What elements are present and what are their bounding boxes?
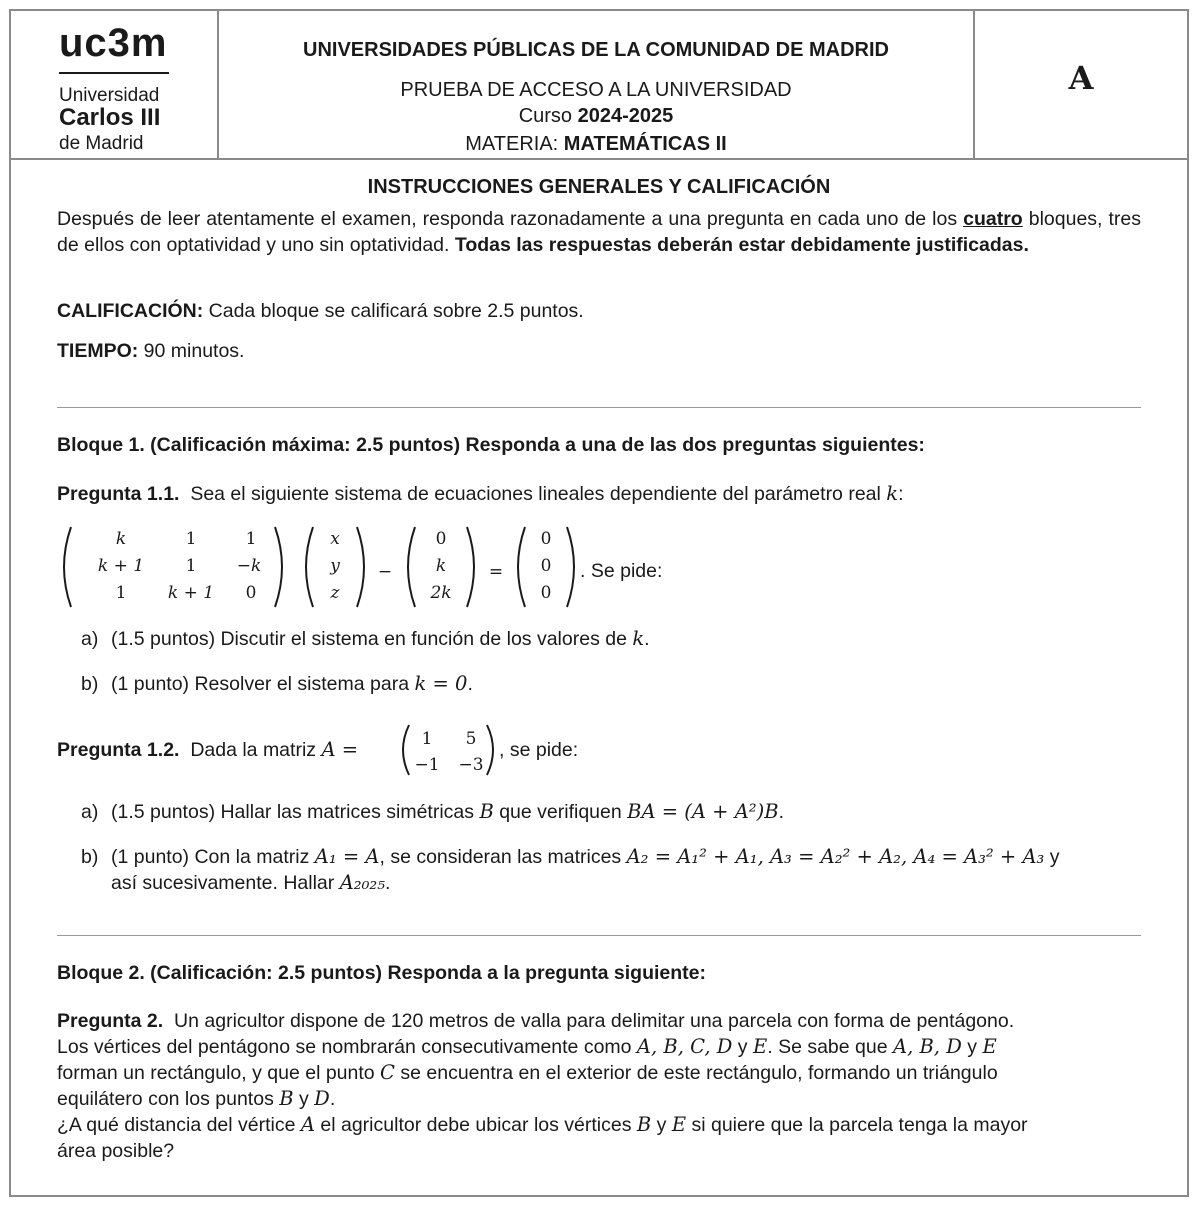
q2-math: A, B, C, D [636,1035,733,1058]
matrix-a-symbol: A = [321,738,359,761]
vector-right-paren [567,527,574,607]
subject [219,133,973,156]
period: . [644,628,650,650]
course-label: Curso [518,105,573,127]
q2-text: el agricultor debe ubicar los vértices [314,1114,637,1136]
university-logo [11,11,219,160]
logo-line1: Universidad [59,85,160,106]
section-divider-2 [57,935,1141,936]
exam-variant-cell [975,11,1187,160]
period: . [385,872,391,894]
logo-rule [59,72,169,74]
vector-cell: 0 [540,583,552,603]
question-2-line4 [57,1086,335,1112]
question-2-line1 [57,1008,1141,1034]
block2-title: Bloque 2. (Calificación: 2.5 puntos) Responda a la pregunta siguiente: [57,962,707,984]
minus-sign: − [377,562,393,582]
question-1-1-text: Sea el siguiente sistema de ecuaciones lineales dependiente del parámetro real [190,483,887,505]
q2-text: . [329,1088,336,1110]
grading-line [57,298,584,324]
matrix-left-paren [403,725,409,775]
question-2-text-1: Un agricultor dispone de 120 metros de valla para delimitar una parcela con forma de pentágono. [174,1010,1015,1032]
time-text: 90 minutos. [138,340,245,362]
instructions-text-c: bloques, tres de ellos con optatividad y uno sin optatividad. [57,208,1141,256]
subject-name: MATEMÁTICAS II [563,133,727,155]
question-2-line2 [57,1034,1141,1060]
matrix-cell: 1 [185,556,197,576]
question-1-2-text: Dada la matriz [190,739,322,761]
vector-cell: k [435,556,447,576]
math-k-equals-0: k = 0 [414,672,468,695]
time-label: TIEMPO: [57,340,139,362]
instructions-text-a: Después de leer atentamente el examen, responda razonadamente a una pregunta en cada uno de los [57,208,964,230]
question-1-1-b-label: b) [81,673,99,695]
exam-variant: A [1068,59,1094,97]
question-1-1-label: Pregunta 1.1. [57,483,180,505]
vector-cell: 0 [540,556,552,576]
q2-text: si quiere que la parcela tenga la mayor [686,1114,1028,1136]
q2-text: y [732,1036,753,1058]
instructions-paragraph [57,206,1141,258]
equals-sign: = [488,562,504,582]
period: . [467,673,473,695]
period: . [778,801,784,823]
instructions-title: INSTRUCCIONES GENERALES Y CALIFICACIÓN [367,176,831,198]
question-1-1-b [111,671,473,697]
question-1-2-b-mid: , se consideran las matrices [379,846,627,868]
matrix-sequence: A₂ = A₁² + A₁, A₃ = A₂² + A₂, A₄ = A₃² + A₃ [626,845,1045,868]
instructions-text-bold: Todas las respuestas deberán estar debidamente justificadas. [454,234,1029,256]
q2-math: A [300,1113,315,1136]
q2-text: se encuentra en el exterior de este rectángulo, formando un triángulo [394,1062,998,1084]
question-1-2-a-mid: que verifiquen [493,801,628,823]
matrix-cell: −3 [458,755,484,775]
question-1-1-a [111,626,650,652]
block1-title: Bloque 1. (Calificación máxima: 2.5 puntos) Responda a una de las dos preguntas siguientes: [57,434,925,456]
q2-text: y [961,1036,983,1058]
course-years: 2024-2025 [577,105,674,127]
question-1-2-se-pide: , se pide: [499,739,579,761]
se-pide-text: . Se pide: [580,560,663,582]
exam-header [11,11,1187,160]
question-1-2-a [111,799,784,825]
q2-math: E [982,1035,997,1058]
question-1-2-statement [57,737,358,763]
question-1-1-b-text: (1 punto) Resolver el sistema para [111,673,415,695]
vector-cell: 2k [430,583,452,603]
q2-text: y [651,1114,672,1136]
logo-mark: uc3m [59,21,168,65]
question-1-1-statement [57,481,904,507]
question-1-2-b-line2-text: así sucesivamente. Hallar [111,872,340,894]
vector-cell: x [330,529,340,549]
matrix-cell: k [115,529,127,549]
question-2-line6: área posible? [57,1140,175,1162]
vector-cell: y [330,556,340,576]
matrix-cell: k + 1 [97,556,145,576]
exam-name: PRUEBA DE ACCESO A LA UNIVERSIDAD [400,79,792,101]
question-1-2-b-line2 [111,870,390,896]
matrix-right-paren [487,725,493,775]
exam-sheet [9,9,1189,1197]
vector-left-paren [518,527,525,607]
grading-text: Cada bloque se calificará sobre 2.5 puntos. [203,300,584,322]
matrix-cell: −k [236,556,262,576]
matrix-cell: 1 [421,729,433,749]
question-2-line5 [57,1112,1141,1138]
university-heading: UNIVERSIDADES PÚBLICAS DE LA COMUNIDAD DE MADRID [303,39,889,61]
matrix-cell: k + 1 [167,583,215,603]
matrix-equation: BA = (A + A²)B [627,800,779,823]
q2-text: Los vértices del pentágono se nombrarán consecutivamente como [57,1036,637,1058]
question-1-1-a-text: (1.5 puntos) Discutir el sistema en función de los valores de [111,628,633,650]
matrix-left-paren [64,527,71,607]
math-k: k [632,627,645,650]
question-1-2-a-text: (1.5 puntos) Hallar las matrices simétricas [111,801,480,823]
subject-label: MATERIA: [465,133,559,155]
q2-text: equilátero con los puntos [57,1088,280,1110]
grading-label: CALIFICACIÓN: [57,300,204,322]
matrix-cell: −1 [414,755,440,775]
vector-left-paren [408,527,415,607]
vector-cell: 0 [435,529,447,549]
logo-line2: Carlos III [59,104,161,131]
matrix-right-paren [275,527,282,607]
vector-cell: 0 [540,529,552,549]
logo-line3: de Madrid [59,133,144,154]
matrix-cell: 1 [245,529,257,549]
time-line [57,338,244,364]
question-2-line3 [57,1060,1141,1086]
conjunction-y: y [1044,846,1060,868]
vector-right-paren [357,527,364,607]
q2-math: A, B, D [893,1035,962,1058]
a2025-symbol: A₂₀₂₅ [339,871,386,894]
q2-text: y [293,1088,315,1110]
question-1-1-a-label: a) [81,628,99,650]
linear-system-equation [55,521,695,613]
q2-math: D [314,1087,330,1110]
q2-math: E [752,1035,768,1058]
exam-title-block [219,11,975,160]
matrix-cell: 0 [245,583,257,603]
q2-text: . Se sabe que [767,1036,893,1058]
param-k: k [886,482,899,505]
section-divider-1 [57,407,1141,408]
course [219,105,973,128]
instructions-emphasis-cuatro: cuatro [963,208,1023,230]
matrix-a [395,721,495,779]
question-1-2-b-label: b) [81,846,99,868]
q2-math: B [279,1087,294,1110]
matrix-cell: 5 [465,729,477,749]
question-1-2-label: Pregunta 1.2. [57,739,180,761]
matrix-b-symbol: B [479,800,494,823]
question-1-2-a-label: a) [81,801,99,823]
vector-left-paren [306,527,313,607]
question-1-2-b [111,844,1143,870]
question-2-label: Pregunta 2. [57,1010,164,1032]
question-1-2-b-text: (1 punto) Con la matriz [111,846,315,868]
question-1-1-colon: : [898,483,904,505]
matrix-cell: 1 [185,529,197,549]
q2-math: C [380,1061,395,1084]
vector-right-paren [467,527,474,607]
q2-math: E [671,1113,687,1136]
q2-math: B [636,1113,652,1136]
q2-text: forman un rectángulo, y que el punto [57,1062,381,1084]
vector-cell: z [330,583,340,603]
q2-text: ¿A qué distancia del vértice [57,1114,301,1136]
matrix-cell: 1 [115,583,127,603]
a1-definition: A₁ = A [314,845,380,868]
